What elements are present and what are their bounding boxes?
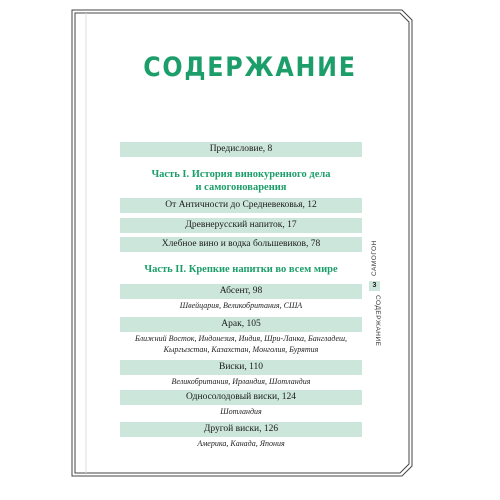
toc-entry-antiquity[interactable]: От Античности до Средневековья, 12: [165, 200, 317, 210]
running-head-section: СОДЕРЖАНИЕ: [374, 295, 381, 347]
toc-subentry-absinthe: Швейцария, Великобритания, США: [179, 301, 303, 310]
page-title: СОДЕРЖАНИЕ: [143, 52, 357, 83]
toc-entry-arak[interactable]: Арак, 105: [221, 319, 261, 329]
toc-entry-absinthe[interactable]: Абсент, 98: [219, 286, 263, 296]
toc-subentry-whisky: Великобритания, Ирландия, Шотландия: [171, 377, 311, 386]
toc-part-2-title[interactable]: Часть II. Крепкие напитки во всем мире: [144, 264, 338, 275]
toc-entry-single-malt[interactable]: Односолодовый виски, 124: [185, 392, 297, 402]
page-number: 3: [369, 281, 380, 291]
toc-entry-preface[interactable]: Предисловие, 8: [209, 144, 273, 154]
toc-subentry-single-malt: Шотландия: [220, 407, 262, 416]
toc-subentry-other-whisky: Америка, Канада, Япония: [197, 439, 285, 448]
toc-subentry-arak-1: Ближний Восток, Индонезия, Индия, Шри-Ланка, Бангладеш,: [134, 334, 348, 343]
toc-subentry-arak-2: Кыргызстан, Казахстан, Монголия, Бурятия: [163, 345, 319, 354]
toc-entry-bread-wine[interactable]: Хлебное вино и водка большевиков, 78: [161, 239, 321, 249]
toc-part-1-title-cont[interactable]: и самогоноварения: [195, 182, 287, 193]
running-head-book: САМОГОН: [371, 240, 378, 276]
toc-entry-other-whisky[interactable]: Другой виски, 126: [203, 424, 279, 434]
toc-entry-old-russian[interactable]: Древнерусский напиток, 17: [185, 220, 297, 230]
toc-part-1-title[interactable]: Часть I. История винокуренного дела: [151, 169, 331, 180]
toc-entry-whisky[interactable]: Виски, 110: [219, 362, 263, 372]
